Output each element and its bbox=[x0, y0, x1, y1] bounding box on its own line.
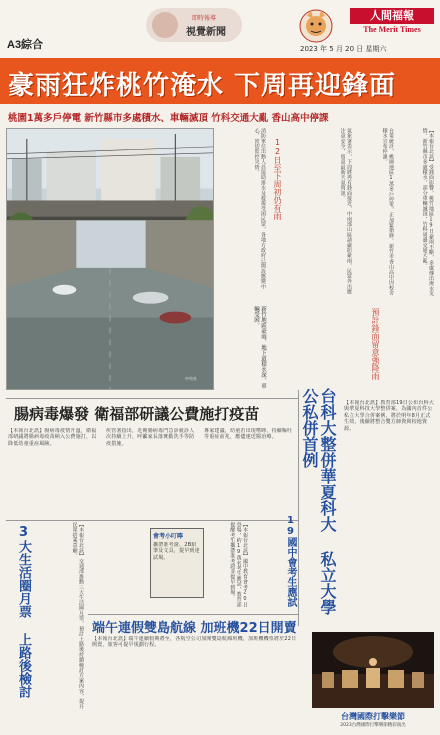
tip-title: 會考小叮嚀 bbox=[153, 533, 184, 540]
pull-quote: 12日至下周初仍有雨 bbox=[273, 138, 282, 220]
story-headline: 端午連假雙島航線 加班機22日開賣 bbox=[92, 621, 297, 636]
concert-caption: 2023台灣國際打擊樂節精彩演出 bbox=[340, 723, 406, 728]
story-column: 疾管署指出，近期腸病毒門急診就診人次持續上升，呼籲家長落實勤洗手等防疫措施。 bbox=[106, 428, 195, 447]
masthead bbox=[0, 0, 440, 58]
pull-quote: 預計鋒面留意強降雨 bbox=[371, 308, 380, 380]
lead-headline: 豪雨狂炸桃竹淹水 下周再迎鋒面 bbox=[8, 71, 397, 101]
story-body: 【本報台北訊】國中教育會考20日登場，約19萬名考生應試，教育部提醒考生攜帶准考證並提早到場。 bbox=[229, 522, 248, 608]
lead-story-column: 消防單位出動人員協助排水及救援受困民眾，各地方政府已開設應變中心，密切監控災情。 bbox=[253, 128, 266, 290]
tip-body: 攜帶准考證、2B鉛筆及文具，提早到達試場。 bbox=[153, 542, 200, 561]
logo-english-name: The Merit Times bbox=[363, 25, 421, 34]
story-body: 【本報台北訊】交通部推動三大生活圈月票，預計上路後持續檢討方案內容，提升民眾搭乘意願。 bbox=[71, 522, 84, 710]
badge-top-label: 即時報導 bbox=[192, 15, 217, 22]
concert-photo bbox=[312, 632, 434, 708]
lead-story-column: 氣象署表示，下周將再有鋒面接近，中南部山區請嚴防豪雨，民眾外出應注意安全，留意最新天氣資訊。 bbox=[339, 128, 352, 295]
section-label: A3綜合 bbox=[7, 39, 44, 51]
story-headline: 3大生活圈月票 上路後檢討 bbox=[16, 525, 31, 698]
story-headline: 腸病毒爆發 衛福部研議公費施打疫苗 bbox=[14, 405, 260, 423]
tip-box bbox=[150, 528, 204, 598]
logo-name: 人間福報 bbox=[350, 8, 434, 24]
dateline: 2023 年 5 月 20 日 星期六 bbox=[300, 45, 387, 53]
story-headline: 19國中會考生應試 bbox=[285, 515, 296, 607]
photo-caption: 新竹地區豪雨，地下道積水深，車輛受困。 bbox=[253, 306, 266, 389]
lead-story-column: 台電統計，桃園地區1萬多戶停電，正加緊搶修。新竹市香山高中因校舍積水宣布停課。 bbox=[381, 128, 394, 296]
header-badge bbox=[146, 8, 242, 42]
concert-title: 台灣國際打擊樂節 bbox=[341, 712, 405, 721]
story-body: 【本報台北訊】教育部19日公布台科大與華夏科技大學整併案，為國內首件公私立大學合併案例，將於明年8月正式生效，後續將整合雙方師資與校地資源。 bbox=[344, 400, 434, 432]
story-body: 【本報台北訊】端午連續假期將至，各航空公司加開雙島航線班機，加班機機票將於22日開賣，旅客可提早規劃行程。 bbox=[92, 636, 297, 649]
flood-photo bbox=[6, 128, 214, 390]
story-column: 【本報台北訊】腸病毒疫情升溫，衛福部研議將腸病毒疫苗納入公費施打，以降低幼童重症風險。 bbox=[8, 428, 97, 447]
divider bbox=[298, 390, 299, 626]
lead-story-column: 【本報台北訊】受鋒面影響，桃竹地區19日豪雨不斷，多處傳出淹水災情。新竹縣市多處積水，部分車輛滅頂，竹科周邊交通大亂。 bbox=[421, 128, 434, 297]
divider bbox=[6, 398, 298, 399]
badge-emblem-icon bbox=[152, 12, 178, 38]
badge-main-label: 視覺新聞 bbox=[186, 27, 226, 38]
divider bbox=[88, 614, 298, 615]
story-headline: 台科大整併華夏科大 私立大學公私併首例 bbox=[300, 388, 337, 615]
headline-banner bbox=[0, 58, 440, 104]
mascot-illustration-icon bbox=[297, 6, 335, 48]
story-column: 專家建議，幼童若出現嗜睡、持續嘔吐等重症前兆，應儘速送醫治療。 bbox=[204, 428, 293, 441]
lead-subheadline: 桃園1萬多戶停電 新竹縣市多處積水、車輛滅頂 竹科交通大亂 香山高中停課 bbox=[8, 113, 329, 124]
newspaper-logo bbox=[350, 8, 434, 40]
story-body bbox=[8, 428, 298, 518]
photo-credit: 中央社 bbox=[185, 376, 197, 381]
